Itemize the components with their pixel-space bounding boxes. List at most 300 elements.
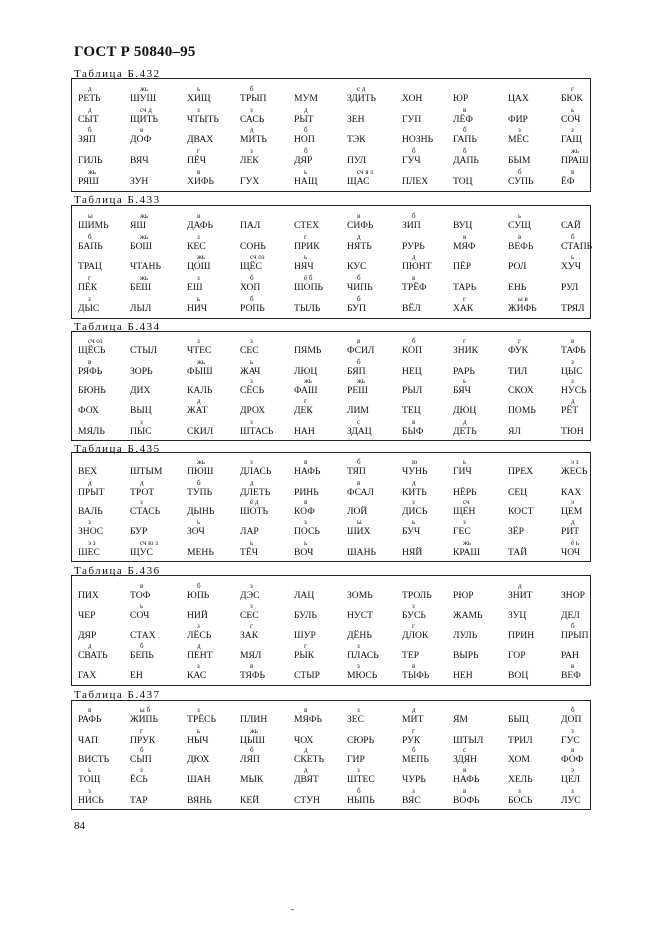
- word-cell: БЯП: [347, 365, 366, 377]
- pronunciation-mark: ь: [197, 85, 201, 93]
- word-cell: ДЕЛ: [561, 610, 580, 622]
- table-caption: Таблица Б.435: [74, 443, 161, 455]
- word-cell: ЗНОР: [561, 589, 585, 601]
- word-cell: ЧОЧ: [561, 546, 581, 558]
- word-cell: НАФЬ: [294, 466, 321, 478]
- word-cell: БЕШ: [130, 282, 152, 293]
- word-cell: ПРУК: [130, 734, 156, 746]
- word-cell: ШАН: [187, 774, 211, 786]
- word-cell: ДЭС: [240, 589, 260, 601]
- word-cell: ЦЕМ: [561, 506, 583, 518]
- pronunciation-mark: б: [250, 746, 254, 755]
- word-cell: МЕПЬ: [402, 754, 429, 766]
- word-cell: РАРЬ: [453, 365, 475, 377]
- pronunciation-mark: з: [197, 706, 200, 715]
- word-table: [71, 575, 591, 686]
- word-cell: ПЫС: [130, 425, 152, 437]
- word-cell: ЧТЫТЬ: [187, 114, 219, 125]
- pronunciation-mark: жь: [571, 147, 580, 155]
- pronunciation-mark: сч: [463, 498, 470, 507]
- word-cell: ВЫРЬ: [453, 649, 479, 661]
- pronunciation-mark: в: [463, 233, 467, 241]
- word-cell: РЁТ: [561, 405, 579, 417]
- word-cell: ДЯР: [78, 629, 97, 641]
- word-cell: ЖИПЬ: [130, 714, 158, 726]
- word-cell: РЕТЬ: [78, 93, 101, 104]
- word-cell: ПЯМЬ: [294, 345, 322, 357]
- word-cell: ТИЛ: [508, 365, 528, 377]
- word-cell: ЧОХ: [294, 734, 314, 746]
- word-cell: ВЕФ: [561, 670, 581, 682]
- word-cell: ДЮЦ: [453, 405, 477, 417]
- word-cell: ЗНОС: [78, 526, 104, 538]
- word-cell: ЮР: [453, 93, 469, 104]
- word-cell: ДОФ: [130, 134, 152, 145]
- pronunciation-mark: г: [304, 641, 307, 650]
- pronunciation-mark: ь: [463, 458, 467, 467]
- pronunciation-mark: ы: [357, 518, 362, 527]
- word-cell: ЧТАНЬ: [130, 261, 161, 272]
- word-cell: ГАЩ: [561, 134, 583, 145]
- word-cell: ТРОТ: [130, 486, 155, 498]
- pronunciation-mark: г: [412, 726, 415, 735]
- word-cell: ТОЩ: [78, 774, 101, 786]
- word-cell: ПРИН: [508, 629, 535, 641]
- word-cell: ЛЫЛ: [130, 303, 152, 314]
- word-cell: ЖАЧ: [240, 365, 261, 377]
- word-cell: ЁФ: [561, 176, 575, 187]
- word-cell: ВАЛЬ: [78, 506, 103, 518]
- word-cell: ЗАК: [240, 629, 259, 641]
- word-cell: ТЕР: [402, 649, 420, 661]
- pronunciation-mark: б: [304, 147, 308, 155]
- pronunciation-mark: б: [250, 274, 254, 282]
- pronunciation-mark: б: [304, 126, 308, 134]
- pronunciation-mark: в: [412, 662, 416, 671]
- word-cell: КЕЙ: [240, 794, 260, 806]
- word-cell: РЫТ: [294, 114, 314, 125]
- word-cell: ЛИМ: [347, 405, 369, 417]
- pronunciation-mark: з: [571, 126, 574, 134]
- pronunciation-mark: ь: [463, 377, 467, 386]
- word-cell: ТАЙ: [508, 546, 528, 558]
- pronunciation-mark: в: [518, 233, 522, 241]
- pronunciation-mark: з: [197, 662, 200, 671]
- pronunciation-mark: д: [197, 641, 201, 650]
- word-cell: НЕН: [453, 670, 473, 682]
- word-cell: СТАСЬ: [130, 506, 161, 518]
- word-cell: ДИХ: [130, 385, 151, 397]
- word-cell: НУСЬ: [561, 385, 587, 397]
- pronunciation-mark: з: [412, 498, 415, 507]
- table-caption: Таблица Б.432: [74, 68, 161, 80]
- word-cell: РУРЬ: [402, 241, 425, 252]
- word-cell: МЮСЬ: [347, 670, 378, 682]
- word-cell: РЯФЬ: [78, 365, 103, 377]
- word-cell: ШТЫЛ: [453, 734, 484, 746]
- word-cell: ЁСЬ: [130, 774, 148, 786]
- word-cell: РОПЬ: [240, 303, 265, 314]
- pronunciation-mark: з: [357, 766, 360, 775]
- word-cell: НАЩ: [294, 176, 318, 187]
- word-cell: ВЯС: [402, 794, 421, 806]
- word-table: [71, 78, 591, 192]
- word-cell: МИТ: [402, 714, 424, 726]
- word-cell: РУЛ: [561, 282, 579, 293]
- word-table: [71, 452, 591, 562]
- word-cell: ШОТЬ: [240, 506, 268, 518]
- word-cell: ДРОХ: [240, 405, 266, 417]
- word-cell: ЛЕК: [240, 155, 259, 166]
- word-cell: СУПЬ: [508, 176, 534, 187]
- word-cell: ЦЕЛ: [561, 774, 581, 786]
- word-cell: ШИХ: [347, 526, 371, 538]
- word-cell: ШТЕС: [347, 774, 375, 786]
- word-cell: ПРЫТ: [78, 486, 105, 498]
- word-cell: СОНЬ: [240, 241, 266, 252]
- word-cell: ЯШ: [130, 220, 147, 231]
- pronunciation-mark: в: [357, 478, 361, 487]
- word-cell: ТРАЦ: [78, 261, 102, 272]
- pronunciation-mark: з: [250, 337, 253, 346]
- pronunciation-mark: з: [88, 295, 91, 303]
- word-cell: ПЮШ: [187, 466, 214, 478]
- word-cell: ШУР: [294, 629, 316, 641]
- pronunciation-mark: э: [571, 766, 575, 775]
- word-cell: ЛЁФ: [453, 114, 473, 125]
- pronunciation-mark: з: [571, 377, 574, 386]
- pronunciation-mark: д: [197, 397, 201, 406]
- word-cell: ФИР: [508, 114, 528, 125]
- pronunciation-mark: ь: [140, 602, 144, 611]
- word-cell: КАС: [187, 670, 207, 682]
- pronunciation-mark: з: [357, 662, 360, 671]
- word-cell: ГАХ: [78, 670, 97, 682]
- pronunciation-mark: з: [571, 726, 574, 735]
- pronunciation-mark: г: [304, 233, 307, 241]
- word-cell: МЕНЬ: [187, 546, 214, 558]
- pronunciation-mark: з: [412, 786, 415, 795]
- word-cell: ДВАХ: [187, 134, 214, 145]
- word-cell: ГАПЬ: [453, 134, 477, 145]
- pronunciation-mark: ы: [88, 212, 93, 220]
- word-cell: СТУН: [294, 794, 320, 806]
- pronunciation-mark: д: [518, 581, 522, 590]
- word-cell: ДЛЕТЬ: [240, 486, 271, 498]
- pronunciation-mark: б: [412, 746, 416, 755]
- word-cell: ЕН: [130, 670, 143, 682]
- word-cell: ВУЦ: [453, 220, 473, 231]
- word-cell: ШУШ: [130, 93, 157, 104]
- word-cell: ГОР: [508, 649, 526, 661]
- word-cell: БУР: [130, 526, 148, 538]
- word-cell: ВЯНЬ: [187, 794, 212, 806]
- word-cell: КРАШ: [453, 546, 481, 558]
- pronunciation-mark: з: [197, 106, 200, 114]
- pronunciation-mark: з: [304, 518, 307, 527]
- word-cell: ДЁНЬ: [347, 629, 372, 641]
- word-cell: ЦЫС: [561, 365, 583, 377]
- word-cell: БУЧ: [402, 526, 421, 538]
- pronunciation-mark: ь: [197, 295, 201, 303]
- word-cell: ЗДЯН: [453, 754, 478, 766]
- word-cell: ЛУЛЬ: [453, 629, 478, 641]
- pronunciation-mark: в: [304, 458, 308, 467]
- pronunciation-mark: жь: [304, 377, 313, 386]
- pronunciation-mark: д: [357, 233, 361, 241]
- pronunciation-mark: сч д: [140, 106, 152, 114]
- word-cell: РУК: [402, 734, 421, 746]
- word-cell: ТЫЛЬ: [294, 303, 321, 314]
- pronunciation-mark: г: [463, 337, 466, 346]
- pronunciation-mark: в: [571, 746, 575, 755]
- word-cell: БЯЧ: [453, 385, 471, 397]
- word-cell: НЫЧ: [187, 734, 209, 746]
- word-cell: ПРЫП: [561, 629, 589, 641]
- pronunciation-mark: ь: [250, 538, 254, 547]
- pronunciation-mark: э з: [88, 538, 96, 547]
- word-cell: БУСЬ: [402, 610, 426, 622]
- word-cell: ТЕЦ: [402, 405, 421, 417]
- word-cell: ПРИК: [294, 241, 320, 252]
- word-cell: ЯЛ: [508, 425, 521, 437]
- word-cell: РИТ: [561, 526, 580, 538]
- word-cell: ВЕФЬ: [508, 241, 534, 252]
- word-cell: СЫП: [130, 754, 152, 766]
- pronunciation-mark: э з: [571, 458, 579, 467]
- pronunciation-mark: в: [250, 662, 254, 671]
- pronunciation-mark: з: [88, 786, 91, 795]
- table-caption: Таблица Б.436: [74, 565, 161, 577]
- table-caption: Таблица Б.437: [74, 689, 161, 701]
- word-cell: КОФ: [294, 506, 315, 518]
- word-cell: КУС: [347, 261, 367, 272]
- pronunciation-mark: ь: [412, 518, 416, 527]
- word-cell: ШАНЬ: [347, 546, 377, 558]
- word-cell: НАН: [294, 425, 315, 437]
- word-cell: ДЛОК: [402, 629, 429, 641]
- pronunciation-mark: жь: [250, 726, 259, 735]
- word-cell: ТЯП: [347, 466, 366, 478]
- pronunciation-mark: б: [197, 581, 201, 590]
- word-cell: СОЧ: [130, 610, 150, 622]
- pronunciation-mark: з: [250, 147, 253, 155]
- pronunciation-mark: г: [571, 85, 574, 93]
- word-cell: ПЕНТ: [187, 649, 213, 661]
- word-cell: СКИЛ: [187, 425, 214, 437]
- pronunciation-mark: г: [250, 621, 253, 630]
- word-cell: МИТЬ: [240, 134, 267, 145]
- pronunciation-mark: з: [197, 233, 200, 241]
- word-cell: МУМ: [294, 93, 318, 104]
- word-cell: ГУС: [561, 734, 580, 746]
- pronunciation-mark: з: [518, 786, 521, 795]
- word-cell: САСЬ: [240, 114, 265, 125]
- word-cell: ПАЛ: [240, 220, 261, 231]
- pronunciation-mark: д: [250, 478, 254, 487]
- pronunciation-mark: д: [88, 106, 92, 114]
- word-cell: ДЯР: [294, 155, 313, 166]
- word-cell: ЧЕР: [78, 610, 96, 622]
- pronunciation-mark: ь: [250, 357, 254, 366]
- pronunciation-mark: ь: [304, 253, 308, 261]
- word-cell: РАН: [561, 649, 579, 661]
- word-cell: ШТАСЬ: [240, 425, 274, 437]
- pronunciation-mark: з: [250, 458, 253, 467]
- word-cell: СЕС: [240, 345, 259, 357]
- word-cell: ТРЯЛ: [561, 303, 585, 314]
- pronunciation-mark: д: [304, 746, 308, 755]
- word-cell: ВЕХ: [78, 466, 98, 478]
- word-cell: РЫЛ: [402, 385, 423, 397]
- word-table: [71, 205, 591, 319]
- pronunciation-mark: з: [197, 274, 200, 282]
- word-cell: МЫК: [240, 774, 264, 786]
- word-cell: ФСИЛ: [347, 345, 375, 357]
- pronunciation-mark: ь: [518, 212, 522, 220]
- word-cell: ХИФЬ: [187, 176, 214, 187]
- word-cell: ГИЧ: [453, 466, 472, 478]
- word-cell: НЕЦ: [402, 365, 422, 377]
- pronunciation-mark: жь: [197, 458, 206, 467]
- pronunciation-mark: б: [571, 706, 575, 715]
- word-cell: РАФЬ: [78, 714, 102, 726]
- word-cell: ЖЕСЬ: [561, 466, 588, 478]
- pronunciation-mark: д: [304, 106, 308, 114]
- pronunciation-mark: ь: [571, 253, 575, 261]
- word-cell: ТРЫП: [240, 93, 267, 104]
- pronunciation-mark: б: [412, 147, 416, 155]
- pronunciation-mark: б: [463, 126, 467, 134]
- word-cell: ДЮХ: [187, 754, 210, 766]
- pronunciation-mark: в: [304, 498, 308, 507]
- pronunciation-mark: б: [250, 85, 254, 93]
- pronunciation-mark: з: [571, 786, 574, 795]
- word-cell: СВАТЬ: [78, 649, 108, 661]
- word-cell: ШИМЬ: [78, 220, 109, 231]
- word-cell: СОЧ: [561, 114, 581, 125]
- word-cell: НИСЬ: [78, 794, 104, 806]
- word-cell: ДЛАСЬ: [240, 466, 272, 478]
- word-table: [71, 331, 591, 441]
- word-cell: ПЁК: [78, 282, 98, 293]
- pronunciation-mark: ё б: [304, 274, 313, 282]
- word-cell: ФАШ: [294, 385, 318, 397]
- pronunciation-mark: в: [412, 417, 416, 426]
- word-cell: ЯМ: [453, 714, 468, 726]
- pronunciation-mark: д: [412, 253, 416, 261]
- pronunciation-mark: жь: [197, 357, 206, 366]
- word-cell: БЫМ: [508, 155, 531, 166]
- word-cell: НИЙ: [187, 610, 208, 622]
- word-cell: ХОМ: [508, 754, 530, 766]
- pronunciation-mark: д: [140, 478, 144, 487]
- pronunciation-mark: б: [140, 746, 144, 755]
- pronunciation-mark: с д: [357, 85, 366, 93]
- pronunciation-mark: д: [571, 397, 575, 406]
- pronunciation-mark: ь: [304, 538, 308, 547]
- word-cell: ЗЁР: [508, 526, 525, 538]
- word-cell: ДЫНЬ: [187, 506, 215, 518]
- word-cell: НОЗНЬ: [402, 134, 434, 145]
- word-cell: ТЫФЬ: [402, 670, 430, 682]
- word-cell: ЧИПЬ: [347, 282, 373, 293]
- word-cell: РЫК: [294, 649, 315, 661]
- word-cell: ТЮН: [561, 425, 584, 437]
- word-cell: ТАРЬ: [453, 282, 477, 293]
- pronunciation-mark: в: [140, 581, 144, 590]
- word-cell: КАЛЬ: [187, 385, 213, 397]
- word-cell: ЕШ: [187, 282, 203, 293]
- word-cell: ДИСЬ: [402, 506, 428, 518]
- pronunciation-mark: в: [463, 766, 467, 775]
- word-cell: ГУЧ: [402, 155, 421, 166]
- pronunciation-mark: з: [412, 602, 415, 611]
- pronunciation-mark: ь: [88, 766, 92, 775]
- pronunciation-mark: д: [88, 85, 92, 93]
- pronunciation-mark: з: [140, 766, 143, 775]
- word-cell: ЧТЕС: [187, 345, 212, 357]
- word-cell: ПЛИН: [240, 714, 268, 726]
- pronunciation-mark: д: [304, 766, 308, 775]
- word-cell: ТРЁСЬ: [187, 714, 216, 726]
- word-cell: ЗИП: [402, 220, 421, 231]
- pronunciation-mark: б: [197, 478, 201, 487]
- word-cell: ТРЁФ: [402, 282, 427, 293]
- pronunciation-mark: жь: [197, 253, 206, 261]
- word-cell: СТАХ: [130, 629, 156, 641]
- pronunciation-mark: сч оз: [250, 253, 265, 261]
- word-cell: КЕС: [187, 241, 206, 252]
- pronunciation-mark: в: [412, 274, 416, 282]
- word-cell: ЛЮЦ: [294, 365, 318, 377]
- word-cell: ХАК: [453, 303, 474, 314]
- word-cell: ТАФЬ: [561, 345, 586, 357]
- word-cell: ЗДИТЬ: [347, 93, 377, 104]
- pronunciation-mark: д: [250, 126, 254, 134]
- word-cell: ХОП: [240, 282, 261, 293]
- word-cell: ЗДАЦ: [347, 425, 372, 437]
- word-cell: СТЫР: [294, 670, 320, 682]
- word-cell: ДВЯТ: [294, 774, 319, 786]
- pronunciation-mark: б: [357, 274, 361, 282]
- page-number: 84: [74, 820, 85, 832]
- word-cell: ЩЁС: [240, 261, 262, 272]
- word-cell: ПОМЬ: [508, 405, 536, 417]
- word-cell: ГЕС: [453, 526, 471, 538]
- word-cell: ЩИТЬ: [130, 114, 158, 125]
- word-cell: ХОН: [402, 93, 423, 104]
- word-cell: ЮПЬ: [187, 589, 210, 601]
- document-header: ГОСТ Р 50840–95: [74, 44, 196, 60]
- word-cell: БЫЦ: [508, 714, 529, 726]
- word-cell: ВЯЧ: [130, 155, 149, 166]
- pronunciation-mark: в: [197, 168, 201, 176]
- pronunciation-mark: г: [412, 621, 415, 630]
- word-cell: ГИЛЬ: [78, 155, 103, 166]
- word-cell: ВОЦ: [508, 670, 529, 682]
- pronunciation-mark: з: [197, 621, 200, 630]
- word-cell: СКОХ: [508, 385, 534, 397]
- word-cell: МЁС: [508, 134, 529, 145]
- word-cell: РИНЬ: [294, 486, 319, 498]
- pronunciation-mark: в: [197, 212, 201, 220]
- pronunciation-mark: жь: [88, 168, 97, 176]
- pronunciation-mark: г: [140, 726, 143, 735]
- word-cell: ЗУЦ: [508, 610, 527, 622]
- word-cell: ЧУРЬ: [402, 774, 426, 786]
- pronunciation-mark: г: [518, 337, 521, 346]
